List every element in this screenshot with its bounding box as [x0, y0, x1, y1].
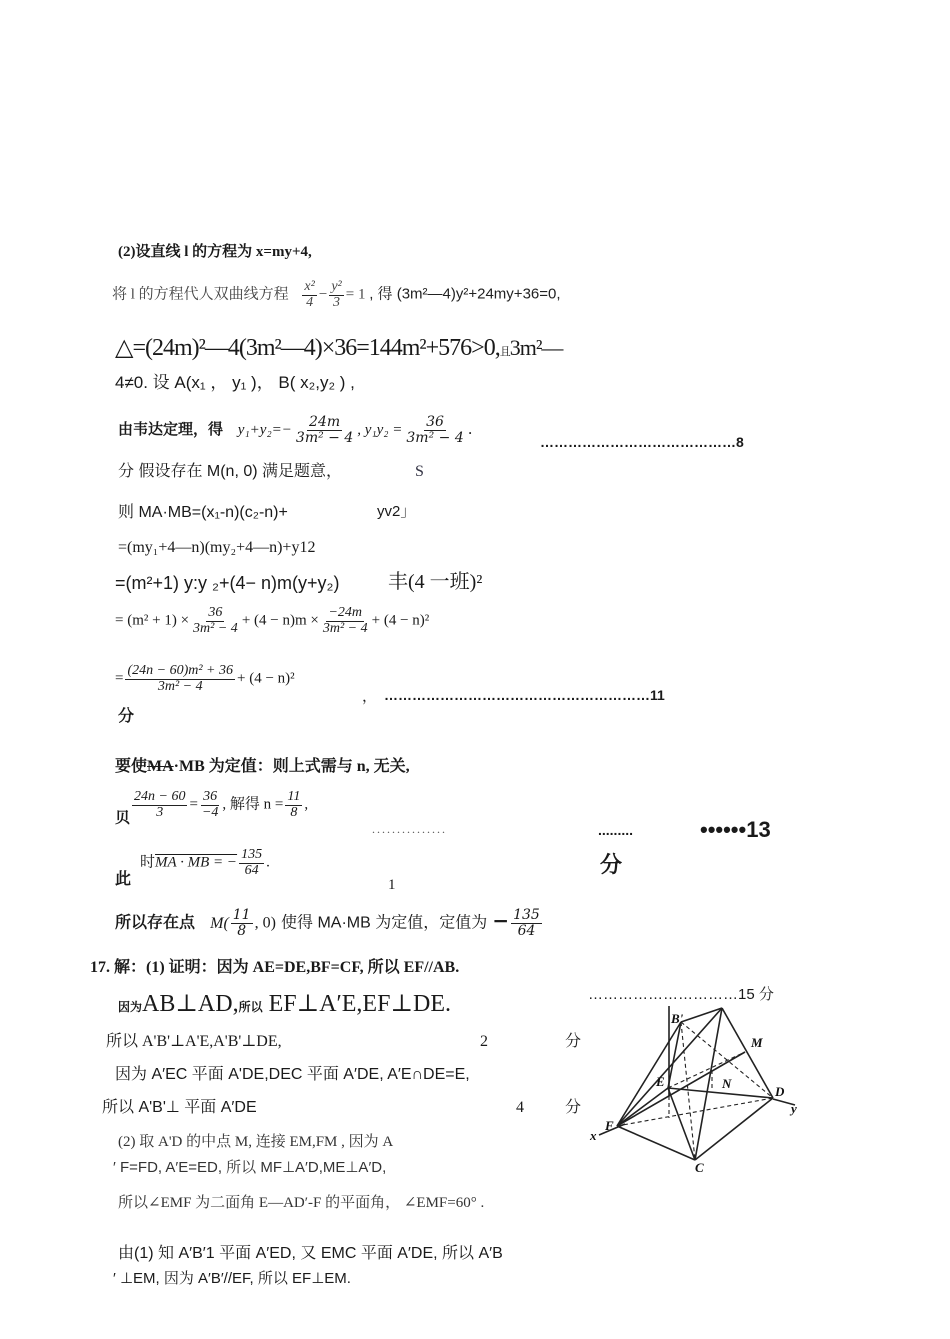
- numerator: y²: [331, 279, 342, 294]
- score-unit-2: 分: [565, 1033, 582, 1050]
- text-line-18: [118, 990, 451, 1019]
- text-line-9-tail: 丰(4 一班)²: [388, 571, 483, 593]
- line2-tail: , 得 (3m²—4)y²+24my+36=0,: [369, 285, 561, 303]
- score-13: ••••••13: [700, 817, 771, 842]
- expansion-middle: + (4 − n)m ×: [241, 612, 319, 629]
- numerator: 135: [513, 907, 540, 923]
- and-word: 且: [499, 346, 510, 358]
- text-line-13: [115, 757, 410, 776]
- vieta-lead: 由韦达定理，得: [118, 420, 224, 439]
- problem-17-heading: 17. 解：(1) 证明：因为 AE=DE,BF=CF, 所以 EF//AB.: [90, 959, 460, 976]
- text-line-16: [115, 908, 544, 938]
- text-line-19: 所以 A'B'⊥A'E,A'B'⊥DE,: [106, 1033, 282, 1050]
- period: .: [467, 420, 473, 439]
- label-x-axis: x: [590, 1128, 597, 1143]
- text-line-3: [115, 334, 562, 363]
- text-line-10: [115, 606, 429, 636]
- text-line-23: ′ F=FD, A′E=ED, 所以 MF⊥A′D,ME⊥A′D,: [113, 1159, 387, 1176]
- fraction-11-8: [285, 790, 302, 820]
- ef-perp: EF⊥A′E,EF⊥DE.: [268, 991, 451, 1017]
- fraction-36-neg4: [200, 790, 220, 820]
- time-word: 时: [140, 854, 156, 871]
- exists-lead: 所以存在点: [115, 914, 196, 932]
- text-line-11: [115, 664, 295, 694]
- fraction-neg-24m: [321, 606, 370, 636]
- denominator: 8: [290, 804, 298, 820]
- discriminant-expression: △=(24m)²—4(3m²—4)×36=144m²+576>0,: [115, 335, 500, 361]
- score-dots-8: ……………………………………8: [540, 434, 744, 450]
- line3-tail: 3m²—: [509, 335, 563, 360]
- score-15: …………………………15 分: [588, 986, 774, 1003]
- label-b-prime: B': [671, 1011, 684, 1026]
- denominator: 3m² − 4: [295, 429, 354, 446]
- numerator: 36: [203, 789, 218, 804]
- text-line-22: (2) 取 A'D 的中点 M, 连接 EM,FM , 因为 A: [118, 1134, 394, 1150]
- stray-s: S: [415, 463, 424, 480]
- denominator: 64: [244, 862, 259, 878]
- score-unit-13: 分: [600, 852, 623, 877]
- text-line-21: 所以 A'B'⊥ 平面 A′DE: [102, 1099, 257, 1116]
- denominator: 8: [237, 922, 247, 939]
- geometry-figure: [585, 1000, 815, 1175]
- fraction-24m: [294, 415, 355, 445]
- edge-fe: [617, 1088, 668, 1126]
- comma: ，: [362, 689, 378, 705]
- equals: =: [115, 670, 124, 687]
- denominator: 4: [306, 294, 314, 310]
- comma: ,: [304, 796, 309, 813]
- text-line-5: [118, 415, 473, 445]
- text-line-14: [115, 790, 308, 828]
- expansion-tail: + (4 − n)²: [371, 612, 430, 629]
- score-dots-11: …………………………………………………11: [384, 687, 665, 703]
- expansion-lead: = (m² + 1) ×: [115, 612, 190, 629]
- constant-value-text: 使得 MA·MB 为定值，定值为: [281, 914, 488, 932]
- this-word: 此: [115, 871, 132, 888]
- sum-roots: y₁+y₂=−: [237, 422, 292, 439]
- denominator: −4: [201, 804, 219, 820]
- denominator: 3m² − 4: [322, 620, 368, 636]
- fraction-135-64-b: [511, 908, 542, 938]
- constant-condition: ·MB 为定值：则上式需与 n, 无关,: [173, 758, 410, 775]
- text-line-4: 4≠0. 设 A(x₁ ， y₁ )， B( x₂,y₂ ) ,: [115, 373, 355, 392]
- period: .: [266, 854, 270, 871]
- minus-sign: −: [492, 908, 510, 933]
- numerator: 11: [287, 789, 301, 804]
- numerator: 24n − 60: [134, 789, 186, 804]
- dot-product: MA · MB = −: [155, 854, 238, 871]
- text-line-7-tail: yv2」: [377, 503, 416, 520]
- fraction-135-64: [239, 848, 264, 878]
- numerator: 135: [241, 847, 263, 862]
- score-unit-11: 分: [118, 708, 135, 725]
- fraction-x2-4: [302, 280, 316, 310]
- numerator: x²: [304, 279, 315, 294]
- denominator: 3: [333, 294, 341, 310]
- denominator: 3m² − 4: [193, 620, 238, 636]
- label-c: C: [695, 1160, 704, 1175]
- denominator: 3m² − 4: [157, 678, 203, 694]
- edge-fc: [617, 1126, 695, 1160]
- then-word: 贝: [115, 810, 131, 827]
- to-make: 要使: [115, 758, 148, 775]
- text-line-24: 所以∠EMF 为二面角 E—AD′-F 的平面角， ∠EMF=60° .: [118, 1195, 485, 1211]
- stray-one: 1: [388, 877, 396, 893]
- text-line-15: [140, 848, 270, 878]
- fraction-11-8-b: [231, 908, 253, 938]
- denominator: 3: [156, 804, 164, 820]
- text-line-26: ′ ⊥EM, 因为 A′B′//EF, 所以 EF⊥EM.: [113, 1270, 351, 1287]
- solve-n: , 解得 n =: [222, 796, 284, 813]
- score-4: 4: [516, 1099, 524, 1116]
- label-m: M: [751, 1035, 763, 1050]
- text-line-7: 则 MA·MB=(x₁-n)(c₂-n)+: [118, 504, 288, 521]
- because-word: 因为: [118, 1000, 143, 1014]
- edge-ed: [668, 1088, 773, 1098]
- text-line-8: =(my₁+4—n)(my₂+4—n)+y12: [118, 539, 316, 556]
- text-line-25: 由(1) 知 A′B′1 平面 A′ED, 又 EMC 平面 A′DE, 所以 A′B: [118, 1245, 503, 1262]
- numerator: (24n − 60)m² + 36: [127, 663, 233, 678]
- numerator: −24m: [328, 605, 363, 620]
- text-line-20: 因为 A′EC 平面 A'DE,DEC 平面 A′DE, A′E∩DE=E,: [115, 1066, 470, 1083]
- product-roots: , y₁y₂ =: [357, 422, 403, 439]
- numerator: 36: [208, 605, 223, 620]
- label-n: N: [722, 1076, 732, 1091]
- square-term: + (4 − n)²: [237, 670, 295, 687]
- numerator: 24m: [309, 414, 341, 430]
- line2-lead: 将 l 的方程代人双曲线方程: [112, 286, 289, 303]
- dots-b: .........: [598, 822, 634, 838]
- denominator: 3m² − 4: [406, 429, 464, 446]
- fraction-24n-60: [132, 790, 187, 820]
- label-y-axis: y: [791, 1101, 797, 1116]
- equals-one: = 1: [345, 286, 366, 303]
- fraction-simplified: [125, 664, 235, 694]
- score-2: 2: [480, 1033, 488, 1050]
- text-line-2: [112, 280, 561, 310]
- edge-apex-c: [695, 1008, 722, 1160]
- fraction-y2-3: [329, 280, 343, 310]
- label-e: E: [656, 1074, 665, 1089]
- label-d: D: [775, 1084, 785, 1099]
- numerator: 36: [426, 414, 444, 430]
- fraction-36: [404, 415, 465, 445]
- dash-e-m: [668, 1052, 745, 1088]
- edge-cd: [695, 1098, 773, 1160]
- fraction-36-b: [191, 606, 240, 636]
- point-m: M(: [210, 914, 229, 932]
- numerator: 11: [232, 907, 251, 923]
- point-m-close: , 0): [254, 914, 276, 932]
- minus-sign: −: [318, 286, 328, 303]
- score-unit-4: 分: [565, 1099, 582, 1116]
- text-line-9: =(m²+1) y:y ₂+(4− n)m(y+y₂): [115, 573, 340, 593]
- ab-perp-ad: AB⊥AD,: [142, 991, 239, 1017]
- denominator: 64: [517, 922, 536, 939]
- text-line-1: (2)设直线 l 的方程为 x=my+4,: [118, 244, 312, 260]
- vector-ma: MA: [147, 758, 174, 775]
- label-f: F: [605, 1118, 614, 1133]
- text-line-6: 分 假设存在 M(n, 0) 满足题意，: [118, 463, 343, 480]
- dots-a: ...............: [372, 822, 447, 836]
- so-word: 所以: [238, 1000, 263, 1014]
- equals: =: [189, 796, 198, 813]
